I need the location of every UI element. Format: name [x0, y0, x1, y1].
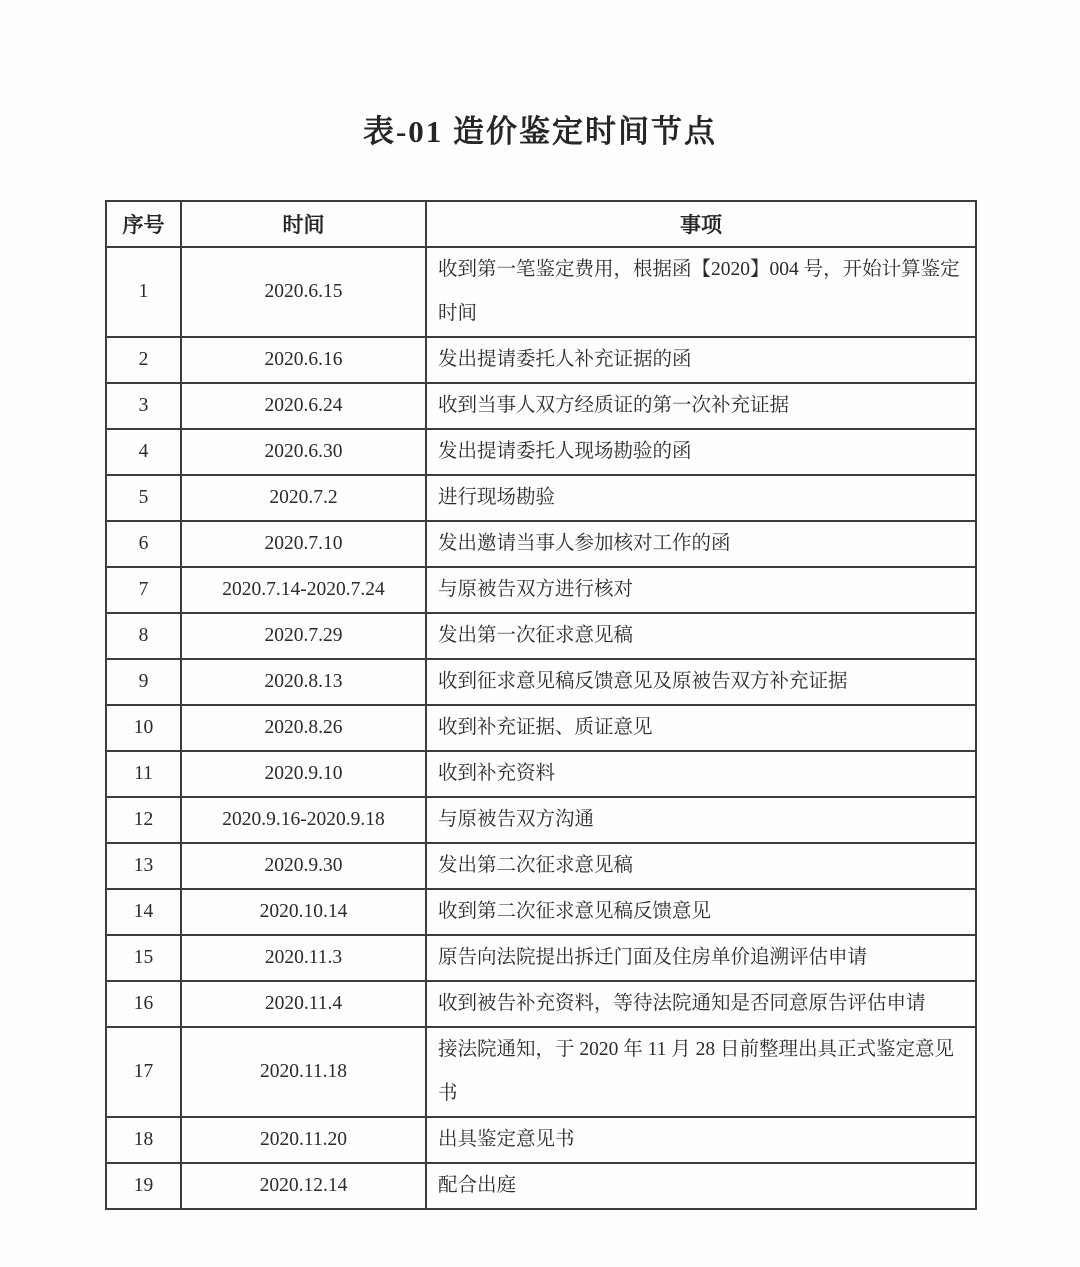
row-date: 2020.9.10: [181, 751, 426, 797]
row-event: 收到被告补充资料，等待法院通知是否同意原告评估申请: [426, 981, 976, 1027]
table-row: [106, 889, 976, 935]
row-date: 2020.10.14: [181, 889, 426, 935]
row-event: 与原被告双方进行核对: [426, 567, 976, 613]
table-body: [106, 247, 976, 1209]
table-row: [106, 475, 976, 521]
row-date: 2020.11.4: [181, 981, 426, 1027]
row-event: 收到第一笔鉴定费用，根据函【2020】004 号，开始计算鉴定时间: [426, 247, 976, 337]
row-event: 收到补充资料: [426, 751, 976, 797]
row-event: 收到补充证据、质证意见: [426, 705, 976, 751]
row-number: 6: [106, 521, 181, 567]
row-number: 15: [106, 935, 181, 981]
row-number: 17: [106, 1027, 181, 1117]
row-number: 7: [106, 567, 181, 613]
row-date: 2020.8.26: [181, 705, 426, 751]
table-row: [106, 751, 976, 797]
row-event: 发出提请委托人补充证据的函: [426, 337, 976, 383]
row-event: 发出第一次征求意见稿: [426, 613, 976, 659]
table-row: [106, 429, 976, 475]
table-row: [106, 383, 976, 429]
table-row: [106, 705, 976, 751]
row-number: 14: [106, 889, 181, 935]
row-date: 2020.11.18: [181, 1027, 426, 1117]
row-number: 5: [106, 475, 181, 521]
timeline-table: [105, 200, 977, 1210]
row-date: 2020.7.14-2020.7.24: [181, 567, 426, 613]
row-date: 2020.7.10: [181, 521, 426, 567]
header-cell-time: 时间: [181, 201, 426, 247]
table-row: [106, 567, 976, 613]
row-number: 3: [106, 383, 181, 429]
table-row: [106, 843, 976, 889]
row-number: 4: [106, 429, 181, 475]
row-event: 出具鉴定意见书: [426, 1117, 976, 1163]
table-row: [106, 659, 976, 705]
row-date: 2020.8.13: [181, 659, 426, 705]
row-event: 原告向法院提出拆迁门面及住房单价追溯评估申请: [426, 935, 976, 981]
row-event: 发出第二次征求意见稿: [426, 843, 976, 889]
row-event: 与原被告双方沟通: [426, 797, 976, 843]
row-date: 2020.6.16: [181, 337, 426, 383]
row-date: 2020.6.24: [181, 383, 426, 429]
row-event: 收到第二次征求意见稿反馈意见: [426, 889, 976, 935]
row-date: 2020.11.20: [181, 1117, 426, 1163]
row-date: 2020.7.2: [181, 475, 426, 521]
table-row: [106, 337, 976, 383]
table-row: [106, 797, 976, 843]
table-row: [106, 1027, 976, 1117]
row-number: 13: [106, 843, 181, 889]
row-number: 19: [106, 1163, 181, 1209]
header-cell-no: 序号: [106, 201, 181, 247]
row-date: 2020.11.3: [181, 935, 426, 981]
row-number: 11: [106, 751, 181, 797]
row-number: 9: [106, 659, 181, 705]
table-row: [106, 1163, 976, 1209]
row-date: 2020.9.30: [181, 843, 426, 889]
row-number: 8: [106, 613, 181, 659]
row-number: 1: [106, 247, 181, 337]
row-date: 2020.6.15: [181, 247, 426, 337]
row-number: 10: [106, 705, 181, 751]
table-row: [106, 613, 976, 659]
row-number: 2: [106, 337, 181, 383]
page-title: 表-01 造价鉴定时间节点: [362, 114, 718, 149]
row-date: 2020.12.14: [181, 1163, 426, 1209]
row-number: 12: [106, 797, 181, 843]
table-header: [106, 201, 976, 247]
row-event: 接法院通知，于 2020 年 11 月 28 日前整理出具正式鉴定意见书: [426, 1027, 976, 1117]
row-date: 2020.7.29: [181, 613, 426, 659]
row-event: 配合出庭: [426, 1163, 976, 1209]
row-number: 18: [106, 1117, 181, 1163]
table-row: [106, 521, 976, 567]
table-row: [106, 935, 976, 981]
table-row: [106, 981, 976, 1027]
row-event: 收到当事人双方经质证的第一次补充证据: [426, 383, 976, 429]
row-event: 发出提请委托人现场勘验的函: [426, 429, 976, 475]
row-date: 2020.9.16-2020.9.18: [181, 797, 426, 843]
row-event: 进行现场勘验: [426, 475, 976, 521]
row-event: 收到征求意见稿反馈意见及原被告双方补充证据: [426, 659, 976, 705]
row-event: 发出邀请当事人参加核对工作的函: [426, 521, 976, 567]
row-number: 16: [106, 981, 181, 1027]
table-row: [106, 247, 976, 337]
row-date: 2020.6.30: [181, 429, 426, 475]
table-row: [106, 1117, 976, 1163]
header-cell-event: 事项: [426, 201, 976, 247]
